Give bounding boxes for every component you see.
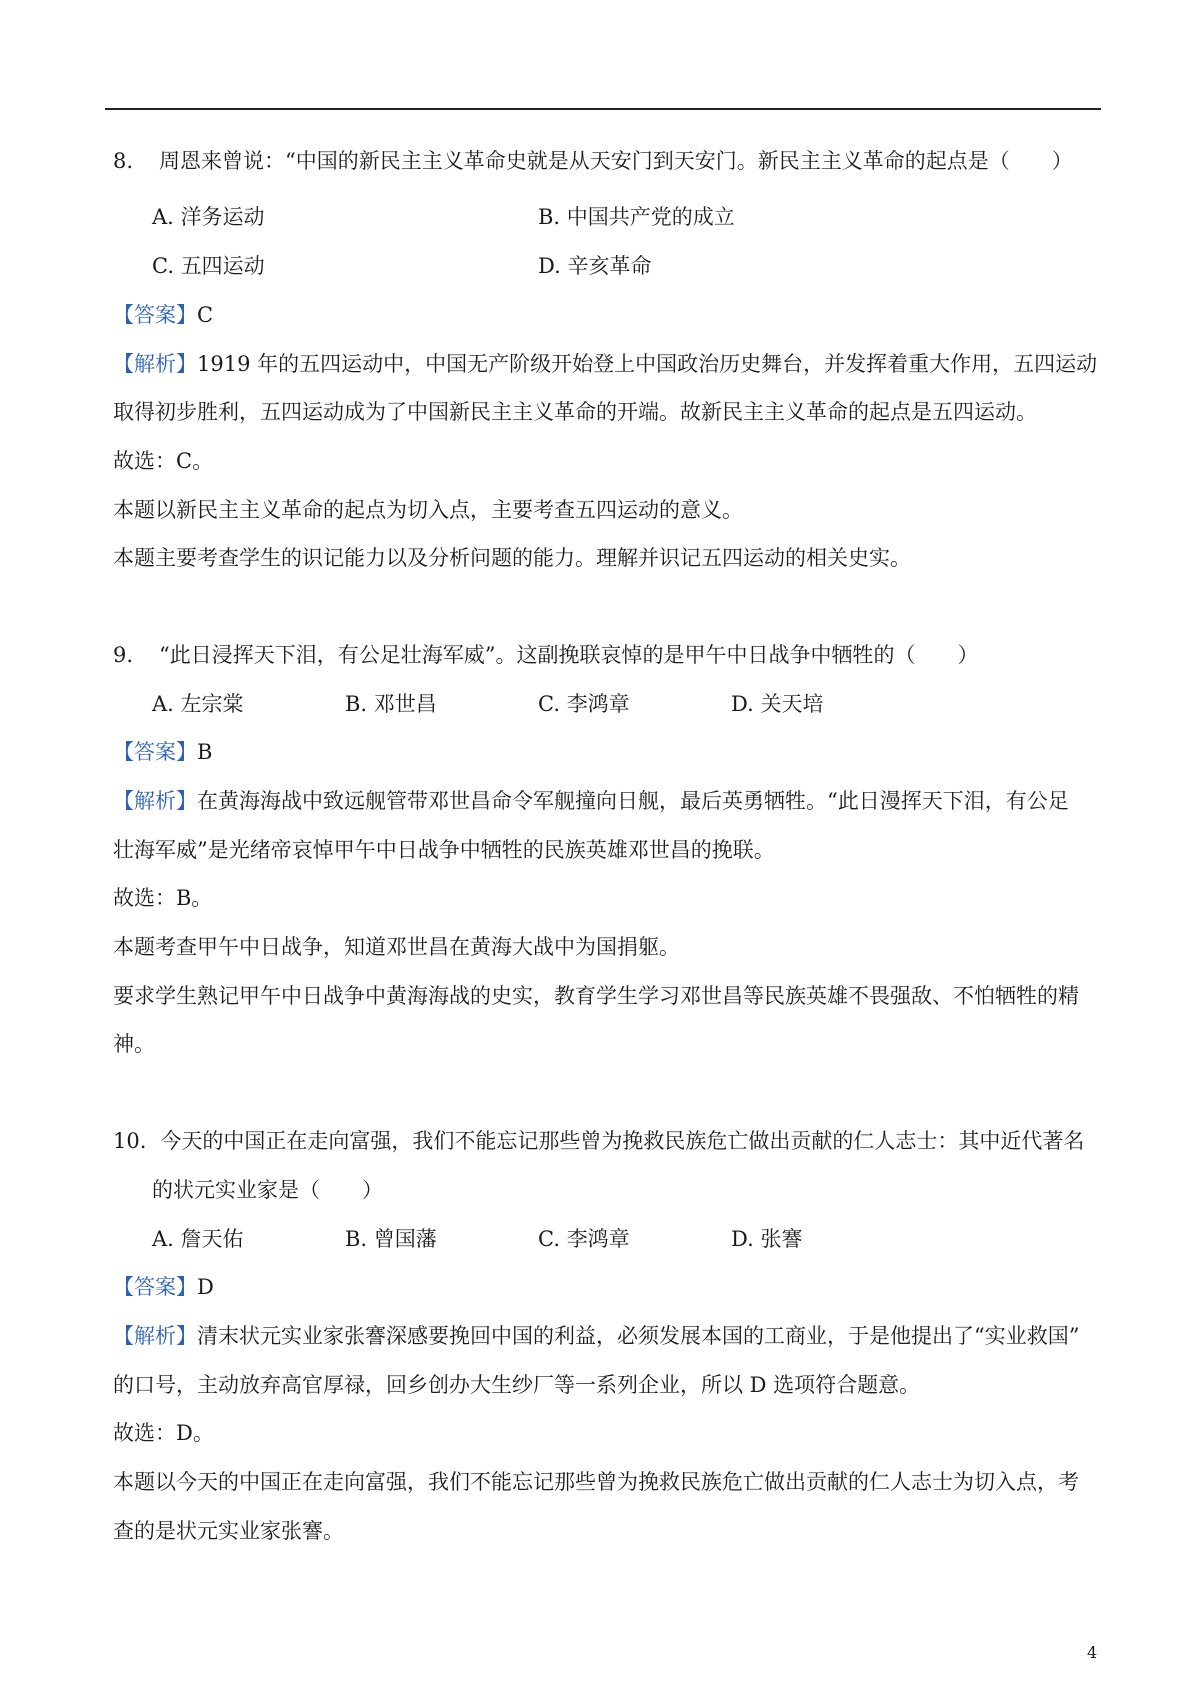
option-b: B. 曾国藩 — [345, 1227, 437, 1251]
answer-tag: 【答案】 — [113, 303, 197, 327]
question-number: 10. — [113, 1129, 147, 1153]
question-8 — [113, 147, 1073, 175]
option-c: C. 李鸿章 — [538, 1227, 630, 1251]
note-line: 要求学生熟记甲午中日战争中黄海海战的史实，教育学生学习邓世昌等民族英雄不畏强敌、不怕牺牲的精 — [113, 984, 1079, 1008]
option-a: A. 詹天佑 — [152, 1227, 244, 1251]
option-a: A. 洋务运动 — [152, 205, 265, 229]
note-line: 本题以新民主主义革命的起点为切入点，主要考查五四运动的意义。 — [113, 498, 743, 522]
answer-value: B — [197, 740, 213, 764]
choice-line: 故选：D。 — [113, 1421, 214, 1445]
analysis-line: 取得初步胜利，五四运动成为了中国新民主主义革命的开端。故新民主主义革命的起点是五四运动。 — [113, 400, 1037, 424]
analysis-tag: 【解析】 — [113, 352, 197, 376]
option-c: C. 五四运动 — [152, 254, 265, 278]
choice-line: 故选：B。 — [113, 886, 213, 910]
answer-tag: 【答案】 — [113, 1275, 197, 1299]
question-9 — [113, 641, 979, 669]
answer-line — [113, 1273, 214, 1301]
option-d: D. 张謇 — [731, 1227, 803, 1251]
question-10 — [113, 1127, 1084, 1155]
option-c: C. 李鸿章 — [538, 692, 630, 716]
question-number: 8. — [113, 149, 134, 173]
question-stem: “此日浸挥天下泪，有公足壮海军威”。这副挽联哀悼的是甲午中日战争中牺牲的（ ） — [159, 643, 979, 667]
option-b: B. 邓世昌 — [345, 692, 437, 716]
analysis-line: 壮海军威”是光绪帝哀悼甲午中日战争中牺牲的民族英雄邓世昌的挽联。 — [113, 838, 775, 862]
option-a: A. 左宗棠 — [152, 692, 244, 716]
answer-value: D — [197, 1275, 214, 1299]
note-line: 本题考查甲午中日战争，知道邓世昌在黄海大战中为国捐躯。 — [113, 935, 680, 959]
choice-line: 故选：C。 — [113, 449, 214, 473]
note-line: 查的是状元实业家张謇。 — [113, 1519, 344, 1543]
note-line: 本题主要考查学生的识记能力以及分析问题的能力。理解并识记五四运动的相关史实。 — [113, 546, 911, 570]
analysis-tag: 【解析】 — [113, 789, 197, 813]
question-stem: 今天的中国正在走向富强，我们不能忘记那些曾为挽救民族危亡做出贡献的仁人志士：其中近代著名 — [160, 1129, 1085, 1153]
analysis-line: 【解析】清末状元实业家张謇深感要挽回中国的利益，必须发展本国的工商业，于是他提出了“实业救国” — [113, 1324, 1080, 1348]
analysis-tag: 【解析】 — [113, 1324, 197, 1348]
option-d: D. 辛亥革命 — [538, 254, 652, 278]
note-line: 神。 — [113, 1032, 155, 1056]
option-d: D. 关天培 — [731, 692, 824, 716]
header-rule — [105, 108, 1101, 110]
analysis-line: 【解析】1919 年的五四运动中，中国无产阶级开始登上中国政治历史舞台，并发挥着重大作用，五四运动 — [113, 352, 1098, 376]
answer-line — [113, 301, 213, 329]
option-b: B. 中国共产党的成立 — [538, 205, 735, 229]
analysis-line: 【解析】在黄海海战中致远舰管带邓世昌命令军舰撞向日舰，最后英勇牺牲。“此日漫挥天下泪，有公足 — [113, 789, 1069, 813]
answer-value: C — [197, 303, 214, 327]
question-stem-cont: 的状元实业家是（ ） — [152, 1178, 383, 1202]
answer-tag: 【答案】 — [113, 740, 197, 764]
question-number: 9. — [113, 643, 134, 667]
page-number: 4 — [1087, 1643, 1098, 1662]
question-stem: 周恩来曾说：“中国的新民主主义革命史就是从天安门到天安门。新民主主义革命的起点是（ ） — [159, 149, 1073, 173]
answer-line — [113, 738, 212, 766]
note-line: 本题以今天的中国正在走向富强，我们不能忘记那些曾为挽救民族危亡做出贡献的仁人志士为切入点，考 — [113, 1470, 1079, 1494]
analysis-line: 的口号，主动放弃高官厚禄，回乡创办大生纱厂等一系列企业，所以 D 选项符合题意。 — [113, 1373, 921, 1397]
